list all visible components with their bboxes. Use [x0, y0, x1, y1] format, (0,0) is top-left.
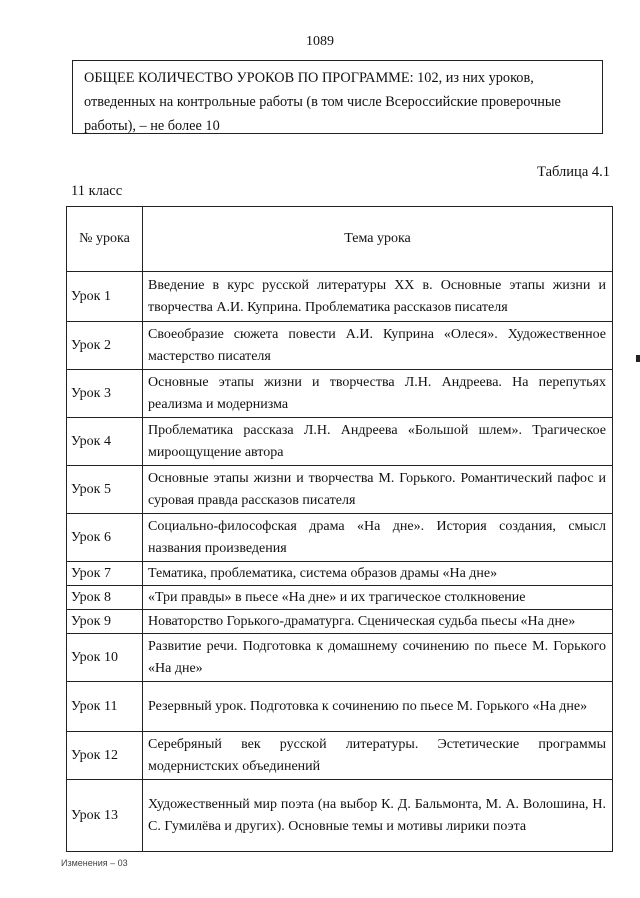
notice-line: ОБЩЕЕ КОЛИЧЕСТВО УРОКОВ ПО ПРОГРАММЕ: 102, из них уроков, [84, 70, 534, 86]
table-row [67, 780, 613, 852]
lesson-number: Урок 1 [67, 272, 143, 322]
footer-revision-note: Изменения – 03 [61, 858, 128, 868]
table-row [67, 272, 613, 322]
lesson-topic: Новаторство Горького-драматурга. Сценическая судьба пьесы «На дне» [143, 610, 613, 634]
table-row [67, 418, 613, 466]
lesson-number: Урок 3 [67, 370, 143, 418]
lesson-number: Урок 5 [67, 466, 143, 514]
lesson-topic: Основные этапы жизни и творчества М. Горького. Романтический пафос и суровая правда рассказов писателя [143, 466, 613, 514]
lesson-count-notice [72, 60, 603, 134]
lesson-number: Урок 10 [67, 634, 143, 682]
table-row [67, 562, 613, 586]
table-row [67, 610, 613, 634]
lesson-topic: Серебряный век русской литературы. Эстетические программы модернистских объединений [143, 732, 613, 780]
lesson-topic: Резервный урок. Подготовка к сочинению по пьесе М. Горького «На дне» [143, 682, 613, 732]
scan-edge-mark [636, 355, 640, 362]
lesson-topic: Тематика, проблематика, система образов драмы «На дне» [143, 562, 613, 586]
lesson-topic: Основные этапы жизни и творчества Л.Н. Андреева. На перепутьях реализма и модернизма [143, 370, 613, 418]
lesson-number: Урок 8 [67, 586, 143, 610]
table-row [67, 634, 613, 682]
table-row [67, 370, 613, 418]
lesson-topic: «Три правды» в пьесе «На дне» и их трагическое столкновение [143, 586, 613, 610]
lesson-topic: Проблематика рассказа Л.Н. Андреева «Большой шлем». Трагическое мироощущение автора [143, 418, 613, 466]
lesson-number: Урок 2 [67, 322, 143, 370]
lesson-topic: Введение в курс русской литературы XX в. Основные этапы жизни и творчества А.И. Куприна. Проблематика рассказов писателя [143, 272, 613, 322]
grade-label: 11 класс [71, 183, 123, 199]
lesson-topic: Развитие речи. Подготовка к домашнему сочинению по пьесе М. Горького «На дне» [143, 634, 613, 682]
table-row [67, 586, 613, 610]
table-row [67, 682, 613, 732]
table-row [67, 466, 613, 514]
lesson-number: Урок 7 [67, 562, 143, 586]
table-row [67, 514, 613, 562]
lesson-topic: Художественный мир поэта (на выбор К. Д. Бальмонта, М. А. Волошина, Н. С. Гумилёва и других). Основные темы и мотивы лирики поэта [143, 780, 613, 852]
lesson-topic: Социально-философская драма «На дне». История создания, смысл названия произведения [143, 514, 613, 562]
header-lesson-topic: Тема урока [143, 207, 613, 272]
lesson-number: Урок 13 [67, 780, 143, 852]
lesson-number: Урок 12 [67, 732, 143, 780]
lesson-number: Урок 9 [67, 610, 143, 634]
table-row [67, 322, 613, 370]
table-caption: Таблица 4.1 [537, 164, 610, 180]
lesson-number: Урок 11 [67, 682, 143, 732]
table-header-row [67, 207, 613, 272]
table-row [67, 732, 613, 780]
header-lesson-number: № урока [67, 207, 143, 272]
notice-line: отведенных на контрольные работы (в том числе Всероссийские проверочные [84, 94, 561, 110]
notice-line: работы), – не более 10 [84, 118, 220, 134]
lesson-number: Урок 6 [67, 514, 143, 562]
lesson-topic: Своеобразие сюжета повести А.И. Куприна «Олеся». Художественное мастерство писателя [143, 322, 613, 370]
lesson-number: Урок 4 [67, 418, 143, 466]
page-number: 1089 [306, 34, 334, 49]
lessons-table [66, 206, 613, 852]
